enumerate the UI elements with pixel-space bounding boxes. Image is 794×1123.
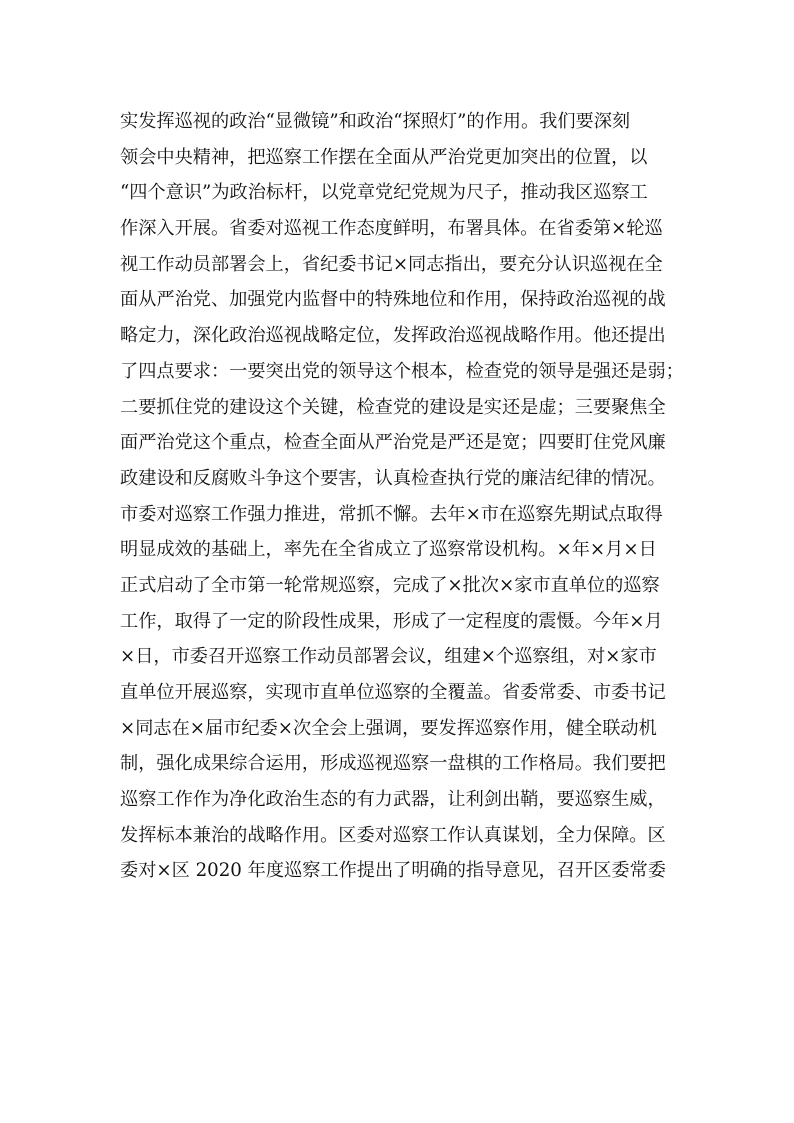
body-text — [120, 104, 694, 889]
text-line: 工作，取得了一定的阶段性成果，形成了一定程度的震慑。今年×月 — [120, 610, 663, 632]
text-line: 面严治党这个重点，检查全面从严治党是严还是宽；四要盯住党风廉 — [120, 432, 666, 454]
text-line: 实发挥巡视的政治“显微镜”和政治“探照灯”的作用。我们要深刻 — [120, 111, 631, 132]
text-line: 作深入开展。省委对巡视工作态度鲜明，布署具体。在省委第×轮巡 — [120, 218, 663, 240]
text-line: 二要抓住党的建设这个关键，检查党的建设是实还是虚；三要聚焦全 — [120, 396, 666, 418]
text-line: 了四点要求：一要突出党的领导这个根本，检查党的领导是强还是弱； — [120, 360, 684, 382]
text-line: 正式启动了全市第一轮常规巡察，完成了×批次×家市直单位的巡察 — [120, 574, 660, 596]
text-line: “四个意识”为政治标杆，以党章党纪党规为尺子，推动我区巡察工 — [120, 182, 648, 204]
text-line: 市委对巡察工作强力推进，常抓不懈。去年×市在巡察先期试点取得 — [120, 503, 663, 525]
text-line: 面从严治党、加强党内监督中的特殊地位和作用，保持政治巡视的战 — [120, 289, 666, 311]
text-line: 发挥标本兼治的战略作用。区委对巡察工作认真谋划，全力保障。区 — [120, 824, 666, 846]
text-line: 视工作动员部署会上，省纪委书记×同志指出，要充分认识巡视在全 — [120, 253, 663, 275]
text-line: 领会中央精神，把巡察工作摆在全面从严治党更加突出的位置，以 — [120, 146, 648, 168]
text-line: 制，强化成果综合运用，形成巡视巡察一盘棋的工作格局。我们要把 — [120, 753, 666, 775]
text-line: ×同志在×届市纪委×次全会上强调，要发挥巡察作用，健全联动机 — [120, 717, 657, 739]
text-line: 直单位开展巡察，实现市直单位巡察的全覆盖。省委常委、市委书记 — [120, 682, 666, 703]
text-line: 巡察工作作为净化政治生态的有力武器，让利剑出鞘，要巡察生威， — [120, 789, 666, 811]
text-line: 委对×区 2020 年度巡察工作提出了明确的指导意见，召开区委常委 — [120, 860, 666, 882]
text-line: ×日，市委召开巡察工作动员部署会议，组建×个巡察组，对×家市 — [120, 646, 657, 668]
text-line: 明显成效的基础上，率先在全省成立了巡察常设机构。×年×月×日 — [120, 539, 657, 561]
text-line: 略定力，深化政治巡视战略定位，发挥政治巡视战略作用。他还提出 — [120, 325, 666, 347]
text-line: 政建设和反腐败斗争这个要害，认真检查执行党的廉洁纪律的情况。 — [120, 467, 666, 489]
